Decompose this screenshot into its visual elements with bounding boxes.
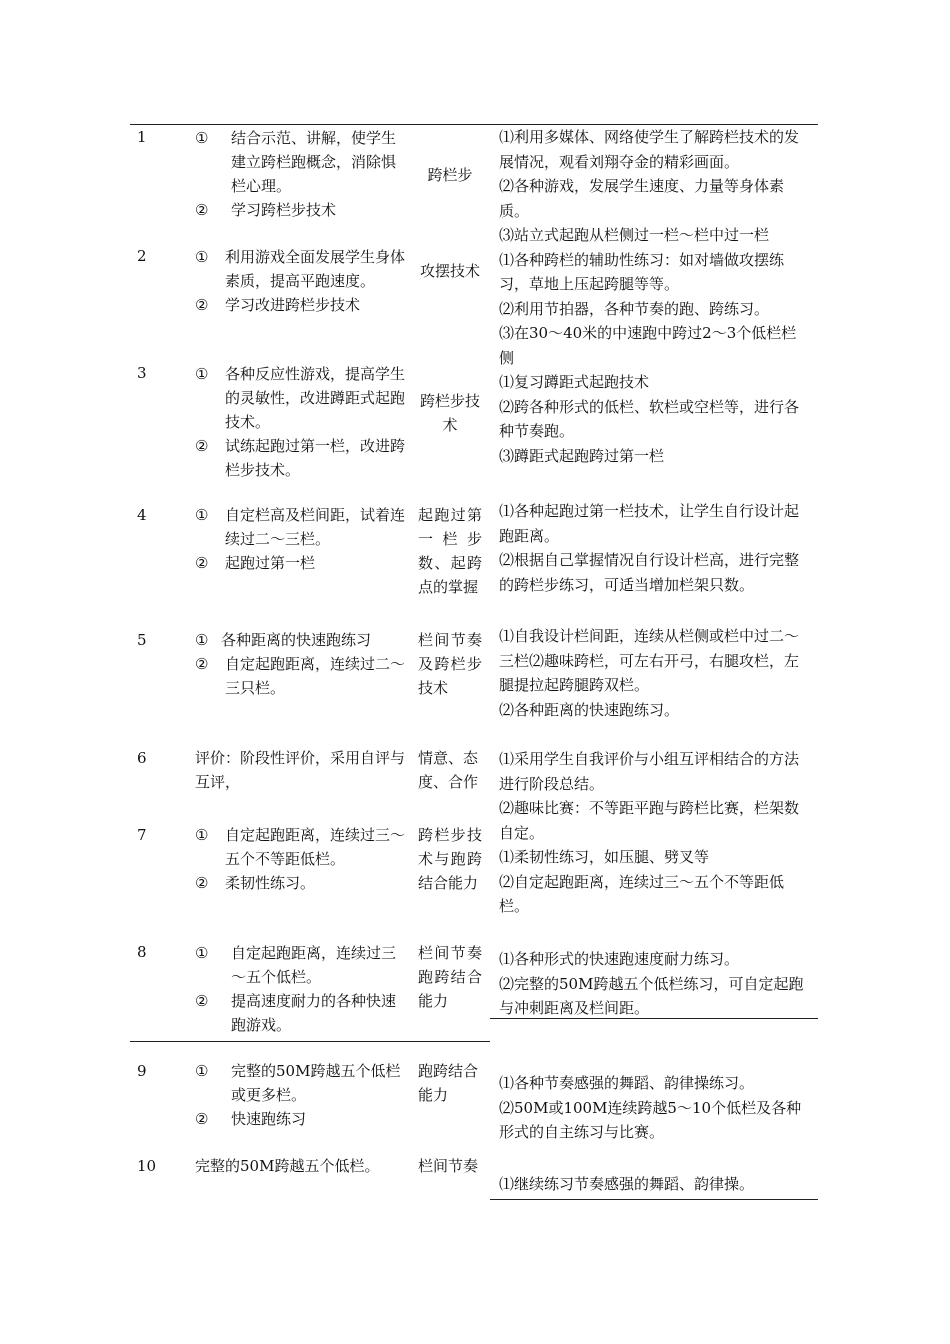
row9-top-rule: [130, 1041, 490, 1042]
row-number: 2: [137, 247, 147, 265]
objective-item: ② 自定起跑距离，连续过二～三只栏。: [195, 655, 406, 697]
method-line: ⑴各种形式的快速跑速度耐力练习。: [499, 950, 740, 968]
objective-item: ① 各种反应性游戏，提高学生的灵敏性，改进蹲距式起跑技术。: [195, 365, 406, 431]
method-line: ⑶在30～40米的中速跑中跨过2～3个低栏栏侧: [499, 324, 797, 367]
method-line: ⑵50M或100M连续跨越5～10个低栏及各种形式的自主练习与比赛。: [499, 1098, 802, 1141]
objective-item: ② 学习改进跨栏步技术: [195, 296, 361, 314]
row-number: 9: [137, 1062, 147, 1080]
methods-block-3: [499, 624, 811, 722]
row-key-point: 跨栏步技术: [419, 392, 480, 434]
row-objectives: [195, 941, 405, 1037]
row-objectives: [195, 362, 405, 482]
row-key-point: 栏间节奏及跨栏步技术: [418, 631, 482, 697]
row-key-point: 栏间节奏跑跨结合能力: [418, 944, 482, 1010]
method-line: ⑴采用学生自我评价与小组互评相结合的方法进行阶段总结。: [499, 750, 800, 793]
objective-item: ① 结合示范、讲解，使学生建立跨栏跑概念，消除惧栏心理。: [195, 129, 397, 195]
method-line: ⑴各种跨栏的辅助性练习：如对墙做攻摆练习，草地上压起跨腿等等。: [499, 250, 785, 293]
row-objectives: [195, 628, 405, 700]
method-line: ⑶蹲距式起跑跨过第一栏: [499, 446, 665, 465]
method-line: ⑵跨各种形式的低栏、软栏或空栏等，进行各种节奏跑。: [499, 397, 800, 440]
method-line: ⑴复习蹲距式起跑技术: [499, 373, 650, 391]
row-key-point: 栏间节奏: [418, 1157, 479, 1175]
method-line: ⑵自定起跑距离，连续过三～五个不等距低栏。: [499, 872, 785, 915]
method-line: ⑴继续练习节奏感强的舞蹈、韵律操。: [499, 1175, 755, 1193]
row-key-point: 跨栏步技术与跑跨结合能力: [418, 826, 482, 892]
row-objectives: [195, 503, 405, 575]
methods-block-6: [499, 1071, 811, 1145]
objective-item: ① 自定栏高及栏间距，试着连续过二～三栏。: [195, 506, 406, 548]
method-line: ⑴各种起跑过第一栏技术，让学生自行设计起跑距离。: [499, 502, 800, 545]
objective-item: ① 各种距离的快速跑练习: [195, 631, 372, 649]
row-number: 10: [137, 1157, 157, 1175]
method-line: ⑴各种节奏感强的舞蹈、韵律操练习。: [499, 1074, 755, 1092]
method-line: ⑴自我设计栏间距，连续从栏侧或栏中过二～三栏⑵趣味跨栏，可左右开弓，右腿攻栏，左腿提拉起跨腿跨双栏。: [499, 627, 800, 694]
methods-block-2: [499, 499, 811, 597]
objective-item: ① 完整的50M跨越五个低栏或更多栏。: [195, 1062, 401, 1104]
objective-text: 评价：阶段性评价，采用自评与互评，: [195, 749, 406, 791]
row-objectives: [195, 823, 405, 895]
row-objectives: [195, 1059, 405, 1131]
row-number: 7: [137, 826, 147, 844]
row-key-point: 跨栏步: [427, 166, 473, 184]
method-line: ⑶站立式起跑从栏侧过一栏～栏中过一栏: [499, 226, 770, 244]
method-line: ⑴利用多媒体、网络使学生了解跨栏技术的发展情况，观看刘翔夺金的精彩画面。: [499, 128, 800, 171]
row-key-point: 情意、态度、合作: [418, 749, 479, 791]
method-line: ⑵各种距离的快速跑练习。: [499, 700, 680, 719]
methods-block-5: [499, 947, 811, 1021]
row-number: 6: [137, 749, 147, 767]
objective-item: ① 自定起跑距离，连续过三～五个不等距低栏。: [195, 826, 406, 868]
row-number: 8: [137, 943, 147, 961]
row-number: 3: [137, 364, 147, 382]
method-line: ⑵根据自己掌握情况自行设计栏高，进行完整的跨栏步练习，可适当增加栏架只数。: [499, 551, 800, 594]
objective-item: ② 提高速度耐力的各种快速跑游戏。: [195, 992, 397, 1034]
bottom-rule: [490, 1199, 818, 1200]
row-objectives: [195, 245, 405, 317]
method-line: ⑵趣味比赛：不等距平跑与跨栏比赛，栏架数自定。: [499, 799, 800, 842]
row-objectives: [195, 126, 405, 222]
objective-text: 完整的50M跨越五个低栏。: [195, 1157, 380, 1175]
row-key-point: 跑跨结合能力: [418, 1062, 479, 1104]
objective-item: ② 快速跑练习: [195, 1110, 307, 1128]
row-number: 5: [137, 631, 147, 649]
method-line: ⑴柔韧性练习，如压腿、劈叉等: [499, 848, 710, 866]
row-objectives: [195, 746, 405, 794]
methods-block-1: [499, 125, 811, 468]
row-objectives: [195, 1154, 425, 1178]
row-key-point: 攻摆技术: [420, 262, 481, 280]
methods-block-7: [499, 1172, 811, 1197]
row-number: 4: [137, 506, 147, 524]
row-number: 1: [137, 128, 147, 146]
method-line: ⑵各种游戏，发展学生速度、力量等身体素质。: [499, 177, 785, 220]
methods-block-4: [499, 747, 811, 919]
row-key-point: 起跑过第一栏步数、起跨点的掌握: [418, 506, 482, 596]
method-line: ⑵利用节拍器，各种节奏的跑、跨练习。: [499, 299, 770, 318]
objective-item: ② 学习跨栏步技术: [195, 201, 337, 219]
objective-item: ② 起跑过第一栏: [195, 554, 316, 572]
objective-item: ① 利用游戏全面发展学生身体素质，提高平跑速度。: [195, 248, 406, 290]
method-line: ⑵完整的50M跨越五个低栏练习，可自定起跑与冲刺距离及栏间距。: [499, 974, 804, 1017]
objective-item: ② 试练起跑过第一栏，改进跨栏步技术。: [195, 437, 406, 479]
objective-item: ① 自定起跑距离，连续过三～五个低栏。: [195, 944, 397, 986]
objective-item: ② 柔韧性练习。: [195, 874, 316, 892]
